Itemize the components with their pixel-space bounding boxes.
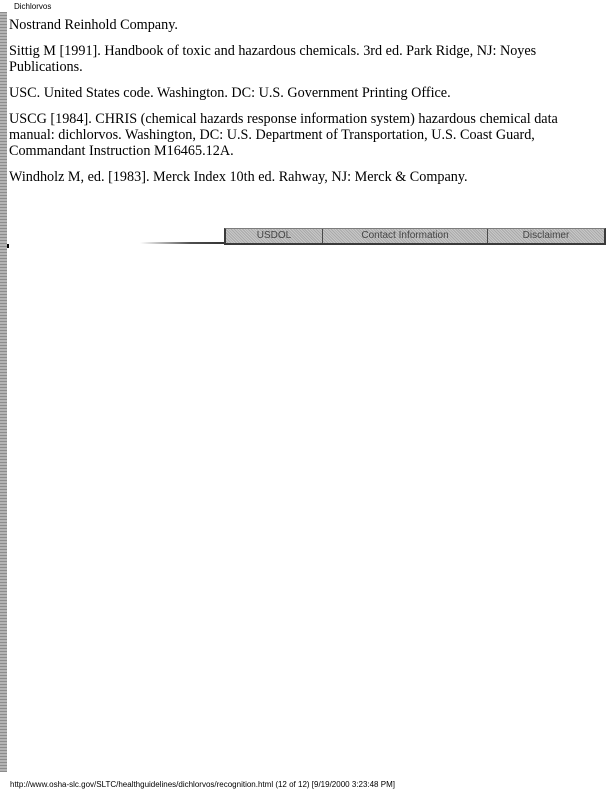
reference-item: Sittig M [1991]. Handbook of toxic and hazardous chemicals. 3rd ed. Park Ridge, NJ: Noyes Publications. (9, 43, 537, 75)
footer-navigation (140, 228, 604, 244)
left-margin-strip (0, 12, 7, 772)
usdol-link[interactable]: USDOL (226, 229, 323, 243)
reference-item: Windholz M, ed. [1983]. Merck Index 10th ed. Rahway, NJ: Merck & Company. (9, 169, 468, 185)
margin-mark (7, 244, 9, 248)
reference-item: USCG [1984]. CHRIS (chemical hazards response information system) hazardous chemical data manual: dichlorvos. Washington, DC: U.S. Department of Transportation, U.S. Coast Guard, Commandant Instruction M16465.12A. (9, 111, 558, 159)
reference-item: USC. United States code. Washington. DC: U.S. Government Printing Office. (9, 85, 451, 101)
footer-url: http://www.osha-slc.gov/SLTC/healthguidelines/dichlorvos/recognition.html (12 of 12) [9/19/2000 3:23:48 PM] (10, 780, 395, 789)
disclaimer-link[interactable]: Disclaimer (488, 229, 604, 243)
reference-item: Nostrand Reinhold Company. (9, 17, 178, 33)
nav-divider-line (140, 242, 224, 244)
contact-information-link[interactable]: Contact Information (323, 229, 488, 243)
page-header-title: Dichlorvos (14, 2, 52, 11)
nav-bar (224, 228, 606, 245)
reference-list (9, 17, 605, 195)
